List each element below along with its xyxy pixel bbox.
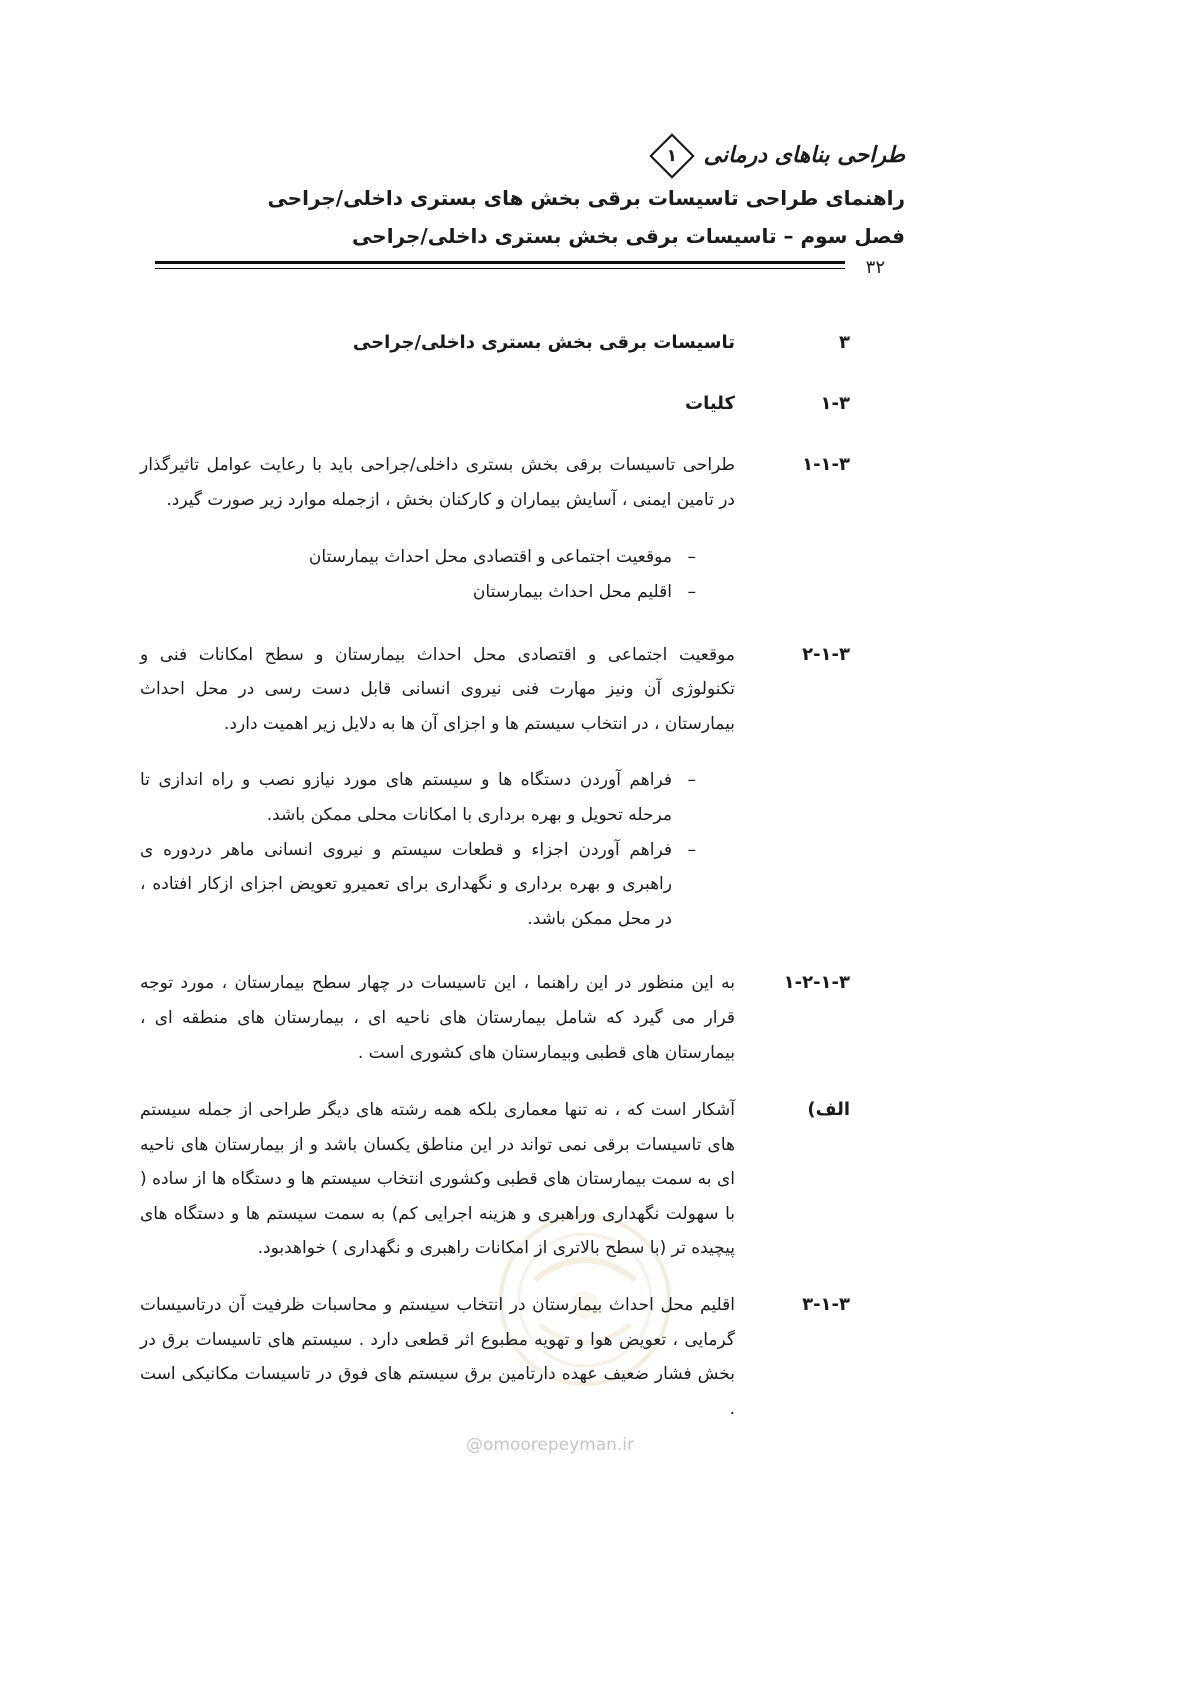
clause-text: طراحی تاسیسات برقی بخش بستری داخلی/جراحی باید با رعایت عوامل تاثیرگذار در تامین ایمنی ، آسایش بیماران و کارکنان بخش ، ازجمله موارد زیر صورت گیرد. <box>140 455 735 510</box>
item-a <box>140 1093 850 1266</box>
clause-number: ۳-۱-۲-۱ <box>783 972 850 994</box>
bullet-dash: – <box>687 581 696 602</box>
header-double-rule <box>155 261 845 269</box>
list-item-text: فراهم آوردن دستگاه ها و سیستم های مورد نیازو نصب و راه اندازی تا مرحله تحویل و بهره برداری با امکانات محلی ممکن باشد. <box>140 770 672 825</box>
clause-3-1-3 <box>140 1288 850 1426</box>
clause-number: ۳-۱-۳ <box>802 1294 850 1316</box>
bullet-dash: – <box>687 770 696 791</box>
series-title-row <box>650 134 905 178</box>
list-item <box>140 575 696 610</box>
clause-text: موقعیت اجتماعی و اقتصادی محل احداث بیمارستان و سطح امکانات فنی و تکنولوژی آن ونیز مهارت فنی نیروی انسانی قابل دست رسی در محل احداث بیمارستان ، در انتخاب سیستم ها و اجزای آن ها به دلایل زیر اهمیت دارد. <box>140 644 735 734</box>
item-label: الف) <box>807 1099 850 1121</box>
clause-3-1-2-list <box>140 763 850 936</box>
list-item <box>140 540 696 575</box>
clause-number: ۳-۱-۱ <box>802 454 850 476</box>
page-body <box>140 326 850 1426</box>
subsection-number: ۳-۱ <box>820 392 850 414</box>
clause-3-1-2 <box>140 638 850 742</box>
bullet-dash: – <box>687 547 696 568</box>
chapter-title: فصل سوم – تاسیسات برقی بخش بستری داخلی/جراحی <box>352 224 905 248</box>
clause-number: ۳-۱-۲ <box>802 643 850 665</box>
clause-3-1-1 <box>140 448 850 517</box>
clause-3-1-2-1 <box>140 966 850 1070</box>
clause-text: اقلیم محل احداث بیمارستان در انتخاب سیستم و محاسبات ظرفیت آن درتاسیسات گرمایی ، تعویض هوا و تهویه مطبوع اثر قطعی دارد . سیستم های تاسیسات برق در بخش فشار ضعیف عهده دارتامین برق سیستم های فوق در تاسیسات مکانیکی است . <box>140 1295 735 1419</box>
list-item-text: فراهم آوردن اجزاء و قطعات سیستم و نیروی انسانی ماهر دردوره ی راهبری و بهره برداری و نگهداری برای تعمیرو تعویض اجزای ازکار افتاده ، در محل ممکن باشد. <box>140 839 672 929</box>
list-item <box>140 833 696 937</box>
subsection-heading <box>140 387 850 422</box>
guide-title: راهنمای طراحی تاسیسات برقی بخش های بستری داخلی/جراحی <box>267 186 905 210</box>
bullet-dash: – <box>687 839 696 860</box>
volume-number-diamond-icon <box>649 133 694 178</box>
volume-number: ۱ <box>666 145 677 166</box>
clause-text: به این منظور در این راهنما ، این تاسیسات در چهار سطح بیمارستان ، مورد توجه قرار می گیرد که شامل بیمارستان های ناحیه ای ، بیمارستان های منطقه ای ، بیمارستان های قطبی وبیمارستان های کشوری است . <box>140 973 735 1063</box>
section-title: تاسیسات برقی بخش بستری داخلی/جراحی <box>352 332 735 353</box>
section-number: ۳ <box>839 332 850 353</box>
subsection-title: کلیات <box>684 392 735 414</box>
series-title: طراحی بناهای درمانی <box>703 143 905 168</box>
list-item-text: اقلیم محل احداث بیمارستان <box>472 581 672 602</box>
list-item-text: موقعیت اجتماعی و اقتصادی محل احداث بیمارستان <box>308 547 672 568</box>
page-number: ۳۲ <box>865 257 885 278</box>
list-item <box>140 763 696 832</box>
item-text: آشکار است که ، نه تنها معماری بلکه همه رشته های دیگر طراحی از جمله سیستم های تاسیسات برقی نمی تواند در این مناطق یکسان باشد و از بیمارستان های ناحیه ای به سمت بیمارستان های قطبی وکشوری انتخاب سیستم ها و دستگاه ها از ساده ( با سهولت نگهداری وراهبری و هزینه اجرایی کم) به سمت سیستم ها و دستگاه های پیچیده تر (با سطح بالاتری از امکانات راهبری و نگهداری ) خواهدبود. <box>140 1100 735 1259</box>
clause-3-1-1-list <box>140 540 850 609</box>
watermark-text: @omoorepeyman.ir <box>466 1435 635 1455</box>
section-heading <box>140 326 850 361</box>
